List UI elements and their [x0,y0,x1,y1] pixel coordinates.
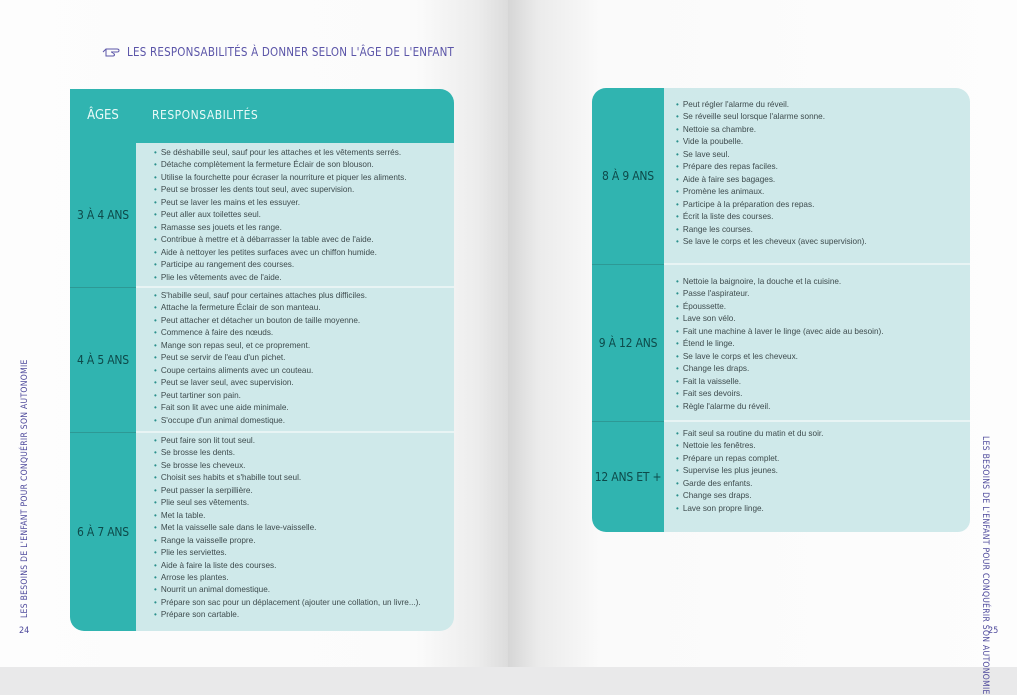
responsibility-list [154,147,407,284]
list-item: • Se déshabille seul, sauf pour les attaches et les vêtements serrés. [154,147,407,159]
list-item: • Aide à faire la liste des courses. [154,560,421,572]
page-header [102,45,454,59]
list-item: • S'habille seul, sauf pour certaines attaches plus difficiles. [154,290,367,302]
age-label: 6 À 7 ANS [77,525,129,539]
list-item: • Aide à faire ses bagages. [676,174,867,186]
header-responsibilities: RESPONSABILITÉS [152,108,259,122]
list-item: • Passe l'aspirateur. [676,288,884,300]
list-item: • Lave son propre linge. [676,503,823,515]
list-item: • Fait son lit avec une aide minimale. [154,402,367,414]
list-item: • Ramasse ses jouets et les range. [154,222,407,234]
list-item: • Nourrit un animal domestique. [154,584,421,596]
list-item: • Fait la vaisselle. [676,376,884,388]
list-item: • Utilise la fourchette pour écraser la nourriture et piquer les aliments. [154,172,407,184]
list-item: • Peut se laver seul, avec supervision. [154,377,367,389]
list-item: • Plie les serviettes. [154,547,421,559]
left-page [0,0,508,667]
list-item: • Commence à faire des nœuds. [154,327,367,339]
list-item: • Époussette. [676,301,884,313]
list-item: • Prépare son cartable. [154,609,421,621]
age-label: 9 À 12 ANS [598,336,658,350]
responsibility-list [154,435,421,622]
list-item: • Peut se servir de l'eau d'un pichet. [154,352,367,364]
age-label: 8 À 9 ANS [602,169,654,183]
list-item: • Se lave le corps et les cheveux. [676,351,884,363]
list-item: • Coupe certains aliments avec un couteau. [154,365,367,377]
table-header [70,89,454,141]
list-item: • Participe à la préparation des repas. [676,199,867,211]
list-item: • Peut se brosser les dents tout seul, avec supervision. [154,184,407,196]
list-item: • Garde des enfants. [676,478,823,490]
list-item: • Participe au rangement des courses. [154,259,407,271]
list-item: • Supervise les plus jeunes. [676,465,823,477]
table-row [70,143,454,287]
list-item: • Se lave le corps et les cheveux (avec supervision). [676,236,867,248]
list-item: • Peut passer la serpillière. [154,485,421,497]
list-item: • Fait une machine à laver le linge (avec aide au besoin). [676,326,884,338]
list-item: • Arrose les plantes. [154,572,421,584]
list-item: • Fait seul sa routine du matin et du soir. [676,428,823,440]
table-row [592,422,970,532]
list-item: • Attache la fermeture Éclair de son manteau. [154,302,367,314]
list-item: • Peut faire son lit tout seul. [154,435,421,447]
list-item: • Plie les vêtements avec de l'aide. [154,272,407,284]
page-number-right: 25 [988,626,999,636]
list-item: • Met la table. [154,510,421,522]
list-item: • Change ses draps. [676,490,823,502]
list-item: • Promène les animaux. [676,186,867,198]
list-item: • Prépare son sac pour un déplacement (ajouter une collation, un livre...). [154,597,421,609]
responsibility-list [676,276,884,413]
list-item: • Peut tartiner son pain. [154,390,367,402]
list-item: • Se brosse les cheveux. [154,460,421,472]
list-item: • Nettoie la baignoire, la douche et la cuisine. [676,276,884,288]
list-item: • Choisit ses habits et s'habille tout seul. [154,472,421,484]
list-item: • Contribue à mettre et à débarrasser la table avec de l'aide. [154,234,407,246]
responsibilities-table-left [70,89,454,631]
list-item: • Aide à nettoyer les petites surfaces avec un chiffon humide. [154,247,407,259]
list-item: • Se réveille seul lorsque l'alarme sonne. [676,111,867,123]
list-item: • Prépare un repas complet. [676,453,823,465]
list-item: • S'occupe d'un animal domestique. [154,415,367,427]
list-item: • Vide la poubelle. [676,136,867,148]
header-ages: ÂGES [87,107,119,123]
list-item: • Nettoie sa chambre. [676,124,867,136]
list-item: • Peut régler l'alarme du réveil. [676,99,867,111]
table-row [70,433,454,631]
list-item: • Range les courses. [676,224,867,236]
pointing-hand-icon [102,46,120,58]
table-row [70,288,454,431]
list-item: • Peut se laver les mains et les essuyer. [154,197,407,209]
list-item: • Fait ses devoirs. [676,388,884,400]
list-item: • Se lave seul. [676,149,867,161]
list-item: • Plie seul ses vêtements. [154,497,421,509]
list-item: • Peut aller aux toilettes seul. [154,209,407,221]
list-item: • Met la vaisselle sale dans le lave-vaisselle. [154,522,421,534]
table-row [592,265,970,421]
age-label: 12 ANS ET + [594,470,662,484]
list-item: • Peut attacher et détacher un bouton de taille moyenne. [154,315,367,327]
age-label: 3 À 4 ANS [77,208,129,222]
running-title-left: LES BESOINS DE L'ENFANT POUR CONQUÉRIR SON AUTONOMIE [20,359,30,618]
list-item: • Lave son vélo. [676,313,884,325]
running-title-right: LES BESOINS DE L'ENFANT POUR CONQUÉRIR SON AUTONOMIE [980,436,990,695]
list-item: • Prépare des repas faciles. [676,161,867,173]
page-title: LES RESPONSABILITÉS À DONNER SELON L'ÂGE DE L'ENFANT [127,44,455,60]
responsibility-list [154,290,367,427]
list-item: • Règle l'alarme du réveil. [676,401,884,413]
responsibilities-table-right [592,88,970,532]
list-item: • Nettoie les fenêtres. [676,440,823,452]
list-item: • Écrit la liste des courses. [676,211,867,223]
table-row [592,88,970,264]
age-label: 4 À 5 ANS [77,352,129,367]
list-item: • Détache complètement la fermeture Éclair de son blouson. [154,159,407,171]
responsibility-list [676,99,867,248]
list-item: • Étend le linge. [676,338,884,350]
list-item: • Range la vaisselle propre. [154,535,421,547]
list-item: • Se brosse les dents. [154,447,421,459]
list-item: • Mange son repas seul, et ce proprement. [154,340,367,352]
page-number-left: 24 [19,626,30,636]
list-item: • Change les draps. [676,363,884,375]
responsibility-list [676,428,823,515]
